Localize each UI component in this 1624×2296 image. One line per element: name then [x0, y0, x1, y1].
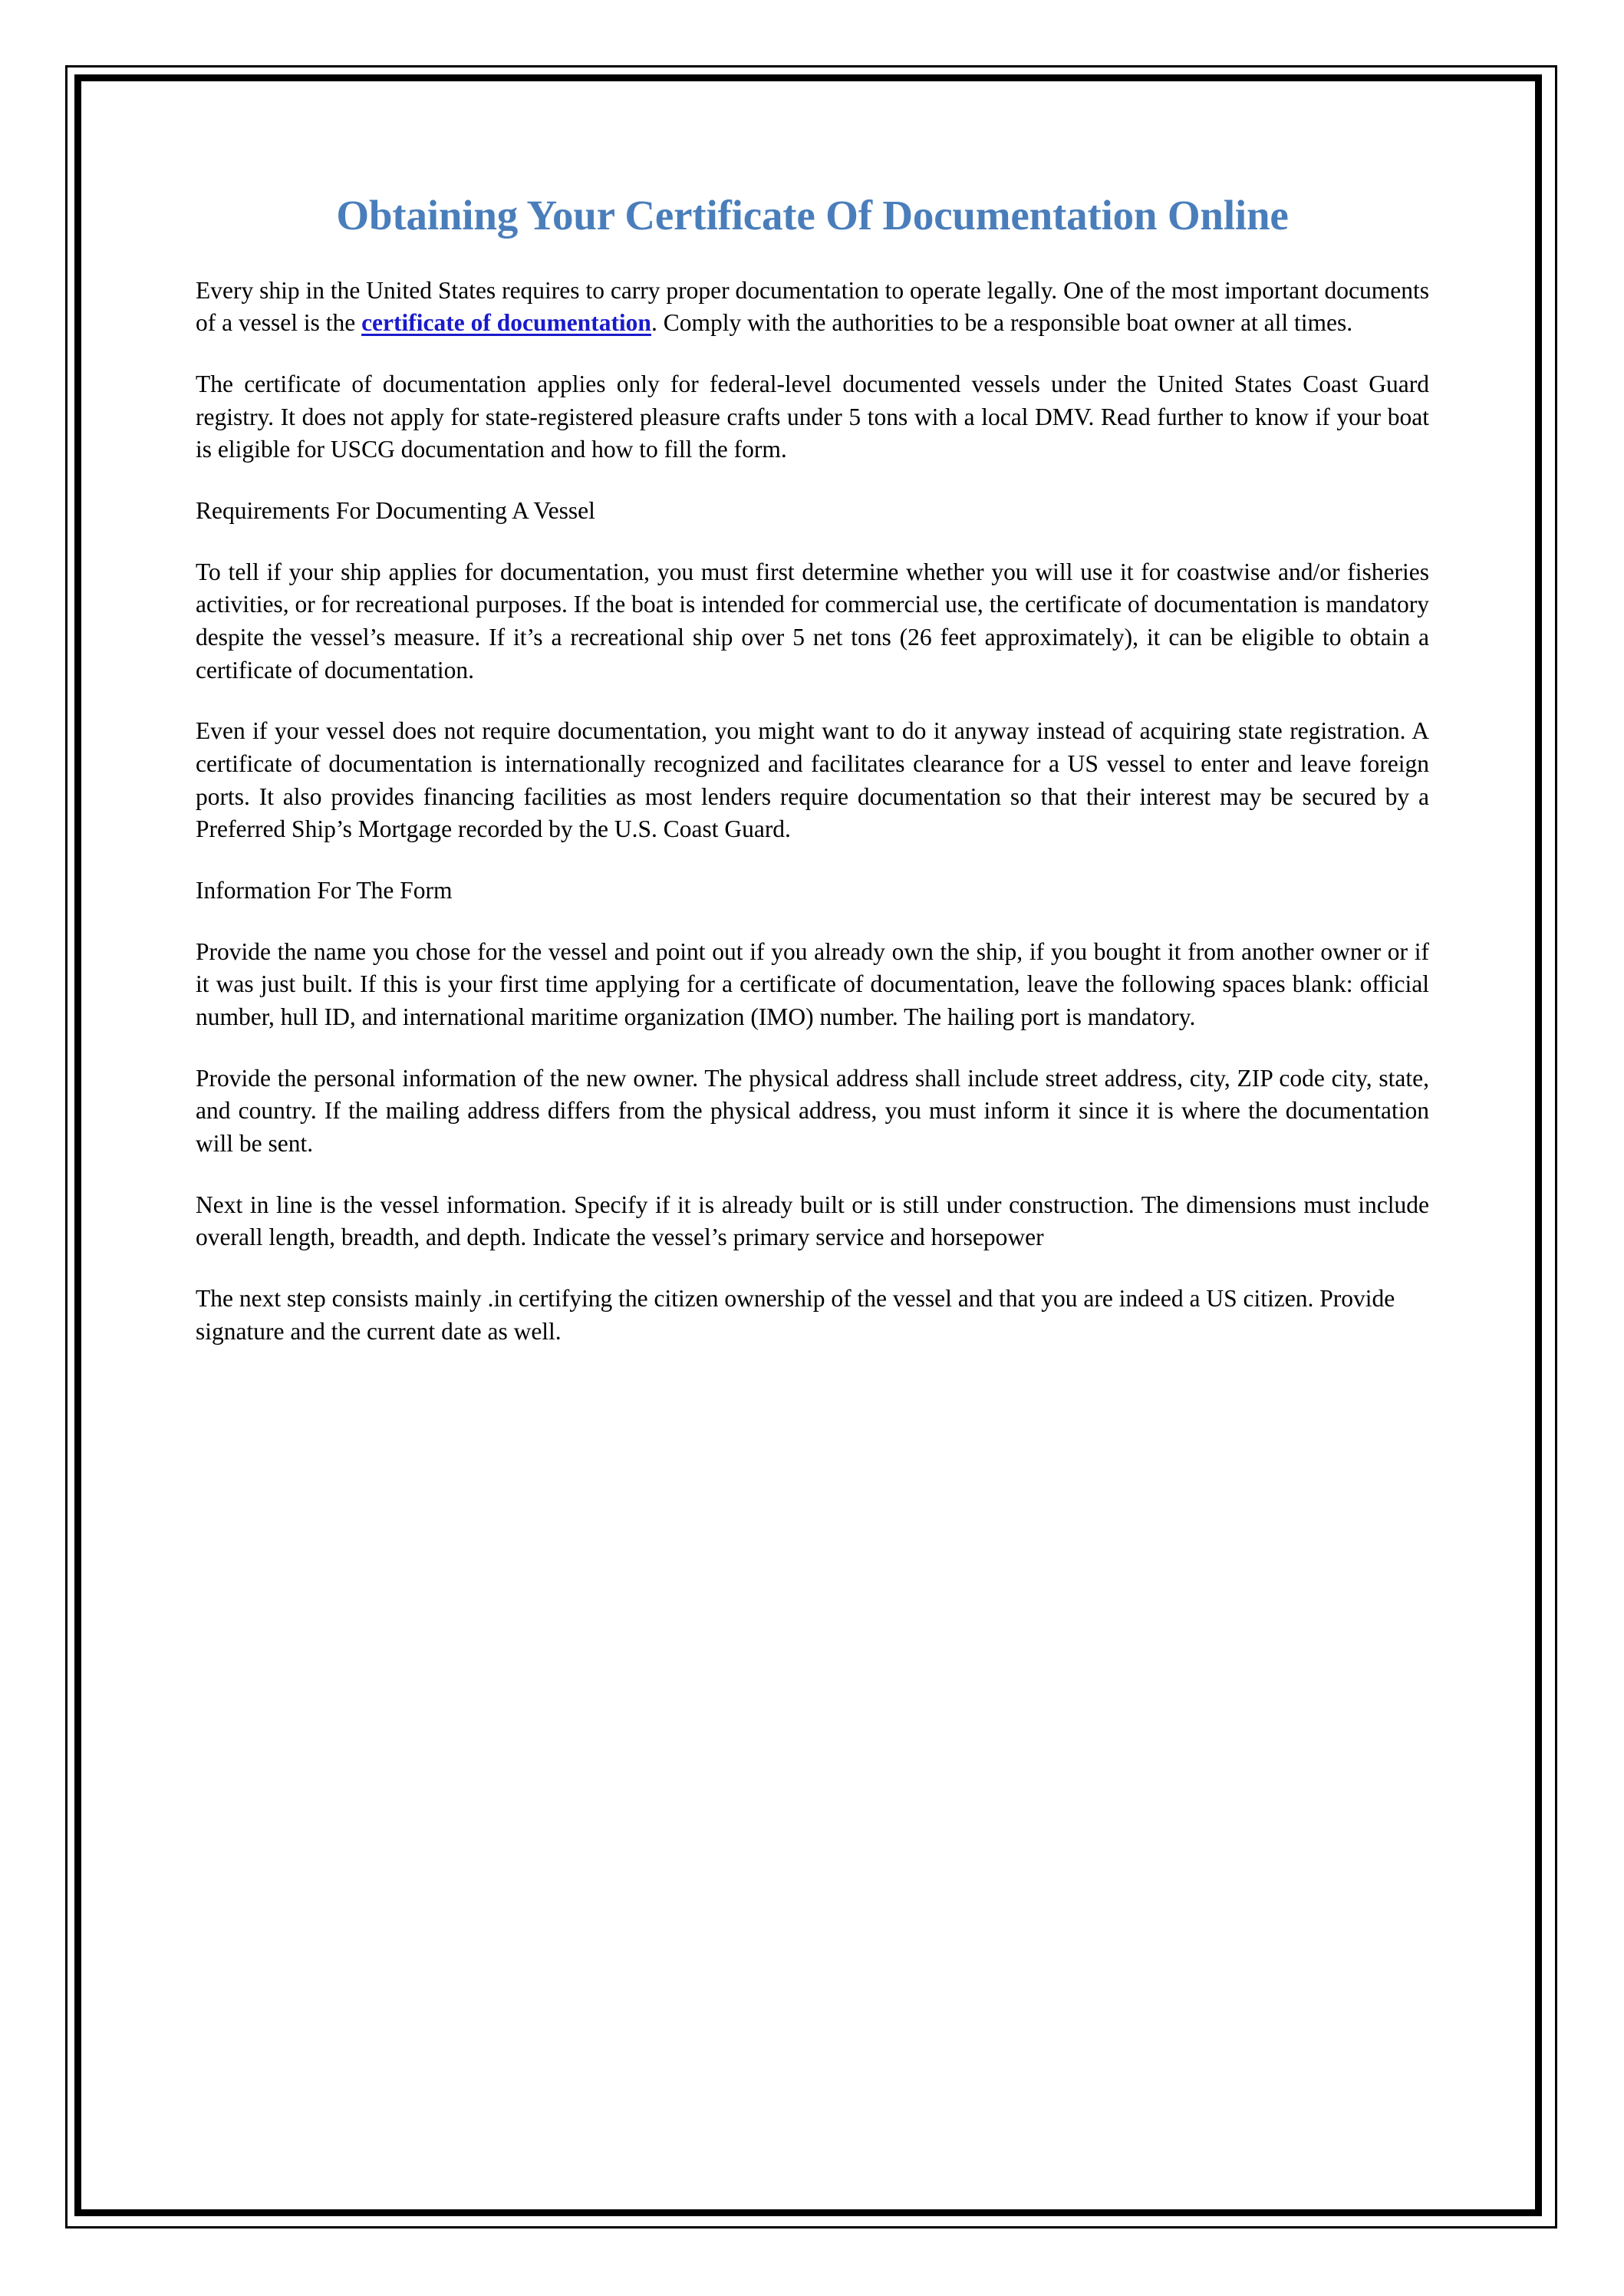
- paragraph-intro: [196, 275, 1429, 340]
- document-content: [196, 92, 1429, 1348]
- paragraph-text-run: . Comply with the authorities to be a responsible boat owner at all times.: [651, 309, 1353, 337]
- paragraph-vessel-dimensions: Next in line is the vessel information. Specify if it is already built or is still under construction. The dimensions must include overall length, breadth, and depth. Indicate the vessel’s primary service and horsepower: [196, 1191, 1429, 1251]
- paragraph-vessel-name: Provide the name you chose for the vessel and point out if you already own the ship, if you bought it from another owner or if it was just built. If this is your first time applying for a certificate of documentation, leave the following spaces blank: official number, hull ID, and international maritime organization (IMO) number. The hailing port is mandatory.: [196, 937, 1429, 1031]
- spacer: [196, 528, 1429, 556]
- spacer: [196, 908, 1429, 936]
- certificate-of-documentation-link[interactable]: certificate of documentation: [361, 309, 651, 337]
- paragraph-citizenship: The next step consists mainly .in certifying the citizen ownership of the vessel and that you are indeed a US citizen. Provide signature and the current date as well.: [196, 1285, 1395, 1345]
- paragraph-owner-address: Provide the personal information of the new owner. The physical address shall include street address, city, ZIP code city, state, and country. If the mailing address differs from the physical address, you must inform it since it is where the documentation will be sent.: [196, 1064, 1429, 1158]
- spacer: [196, 687, 1429, 715]
- spacer: [196, 846, 1429, 875]
- spacer: [196, 1254, 1429, 1283]
- paragraph-applies-to: The certificate of documentation applies only for federal-level documented vessels under the United States Coast Guard registry. It does not apply for state-registered pleasure crafts under 5 tons with a local DMV. Read further to know if your boat is eligible for USCG documentation and how to fill the form.: [196, 370, 1429, 463]
- spacer: [196, 239, 1429, 275]
- paragraph-text-run: Every ship in the United States requires to carry proper documentation to operate legally. One of the most important documents of a vessel is the: [196, 276, 1429, 337]
- spacer: [196, 1034, 1429, 1062]
- section-heading-information: Information For The Form: [196, 877, 453, 904]
- paragraph-benefits: Even if your vessel does not require documentation, you might want to do it anyway instead of acquiring state registration. A certificate of documentation is internationally recognized and facilitates clearance for a US vessel to enter and leave foreign ports. It also provides financing facilities as most lenders require documentation so that their interest may be secured by a Preferred Ship’s Mortgage recorded by the U.S. Coast Guard.: [196, 717, 1429, 843]
- spacer: [196, 466, 1429, 495]
- paragraph-eligibility: To tell if your ship applies for documentation, you must first determine whether you will use it for coastwise and/or fisheries activities, or for recreational purposes. If the boat is intended for commercial use, the certificate of documentation is mandatory despite the vessel’s measure. If it’s a recreational ship over 5 net tons (26 feet approximately), it can be eligible to obtain a certificate of documentation.: [196, 558, 1429, 684]
- spacer: [196, 1161, 1429, 1189]
- spacer: [196, 340, 1429, 368]
- section-heading-requirements: Requirements For Documenting A Vessel: [196, 496, 595, 524]
- page-title: Obtaining Your Certificate Of Documentation Online: [336, 192, 1289, 239]
